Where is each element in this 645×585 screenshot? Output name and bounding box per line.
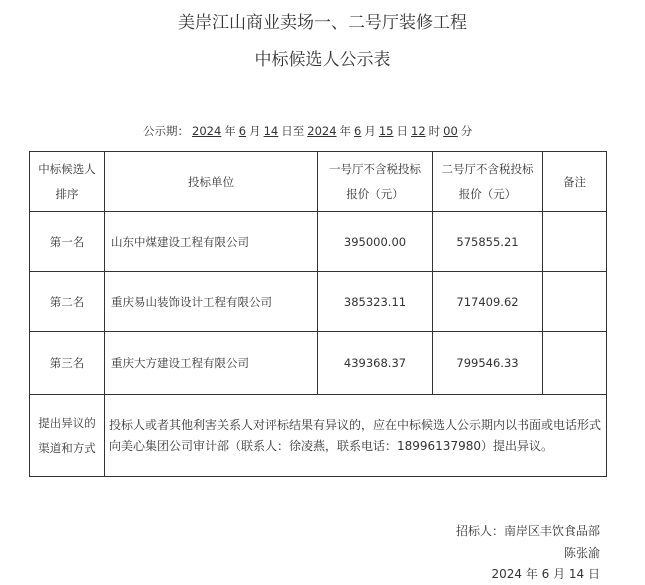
period-start-year: 2024 <box>192 124 222 138</box>
contact-person: 陈张渝 <box>563 546 600 560</box>
row-hall1-price: 439368.37 <box>318 332 433 395</box>
objection-text: 投标人或者其他利害关系人对评标结果有异议的，应在中标候选人公示期内以书面或电话形式向美心集团公司审计部（联系人：徐凌燕，联系电话：18996137980）提出异议。 <box>105 395 607 477</box>
document-title: 美岸江山商业卖场一、二号厅装修工程 <box>178 13 467 33</box>
period-label: 公示期： <box>143 124 189 138</box>
row-remark <box>543 332 607 395</box>
publish-date: 2024 年 6 月 14 日 <box>491 567 600 581</box>
table-row <box>30 212 607 272</box>
document-subtitle: 中标候选人公示表 <box>254 50 391 70</box>
row-hall2-price: 717409.62 <box>433 272 543 332</box>
table-row <box>30 272 607 332</box>
tenderer: 招标人：南岸区丰饮食品部 <box>455 524 600 538</box>
period-unit: 分 <box>460 124 473 138</box>
publicity-period <box>143 123 472 139</box>
row-hall2-price: 799546.33 <box>433 332 543 395</box>
header-bidder: 投标单位 <box>105 152 318 212</box>
period-end-month: 6 <box>354 124 362 138</box>
row-rank: 第一名 <box>30 212 105 272</box>
row-bidder: 重庆大方建设工程有限公司 <box>105 332 318 395</box>
objection-label: 提出异议的 渠道和方式 <box>30 395 105 477</box>
period-unit: 日 <box>396 124 408 138</box>
period-unit: 日至 <box>281 124 305 138</box>
row-remark <box>543 272 607 332</box>
row-rank: 第三名 <box>30 332 105 395</box>
objection-row <box>30 395 607 477</box>
row-hall1-price: 385323.11 <box>318 272 433 332</box>
period-start-day: 14 <box>263 124 279 138</box>
header-rank: 中标候选人 排序 <box>30 152 105 212</box>
row-hall2-price: 575855.21 <box>433 212 543 272</box>
candidate-table <box>29 151 607 477</box>
header-remark: 备注 <box>543 152 607 212</box>
period-unit: 时 <box>428 124 441 138</box>
header-hall1-price: 一号厅不含税投标 报价（元） <box>318 152 433 212</box>
row-hall1-price: 395000.00 <box>318 212 433 272</box>
period-end-day: 15 <box>378 124 394 138</box>
table-row <box>30 332 607 395</box>
period-unit: 月 <box>249 124 261 138</box>
row-remark <box>543 212 607 272</box>
period-start-month: 6 <box>238 124 247 138</box>
period-end-hour: 12 <box>411 124 426 138</box>
header-hall2-price: 二号厅不含税投标 报价（元） <box>433 152 543 212</box>
row-bidder: 山东中煤建设工程有限公司 <box>105 212 318 272</box>
row-bidder: 重庆易山装饰设计工程有限公司 <box>105 272 318 332</box>
period-unit: 月 <box>364 124 376 138</box>
period-end-minute: 00 <box>443 124 458 138</box>
period-end-year: 2024 <box>307 124 337 138</box>
row-rank: 第二名 <box>30 272 105 332</box>
table-header-row <box>30 152 607 212</box>
period-unit: 年 <box>224 124 236 138</box>
period-unit: 年 <box>339 124 352 138</box>
